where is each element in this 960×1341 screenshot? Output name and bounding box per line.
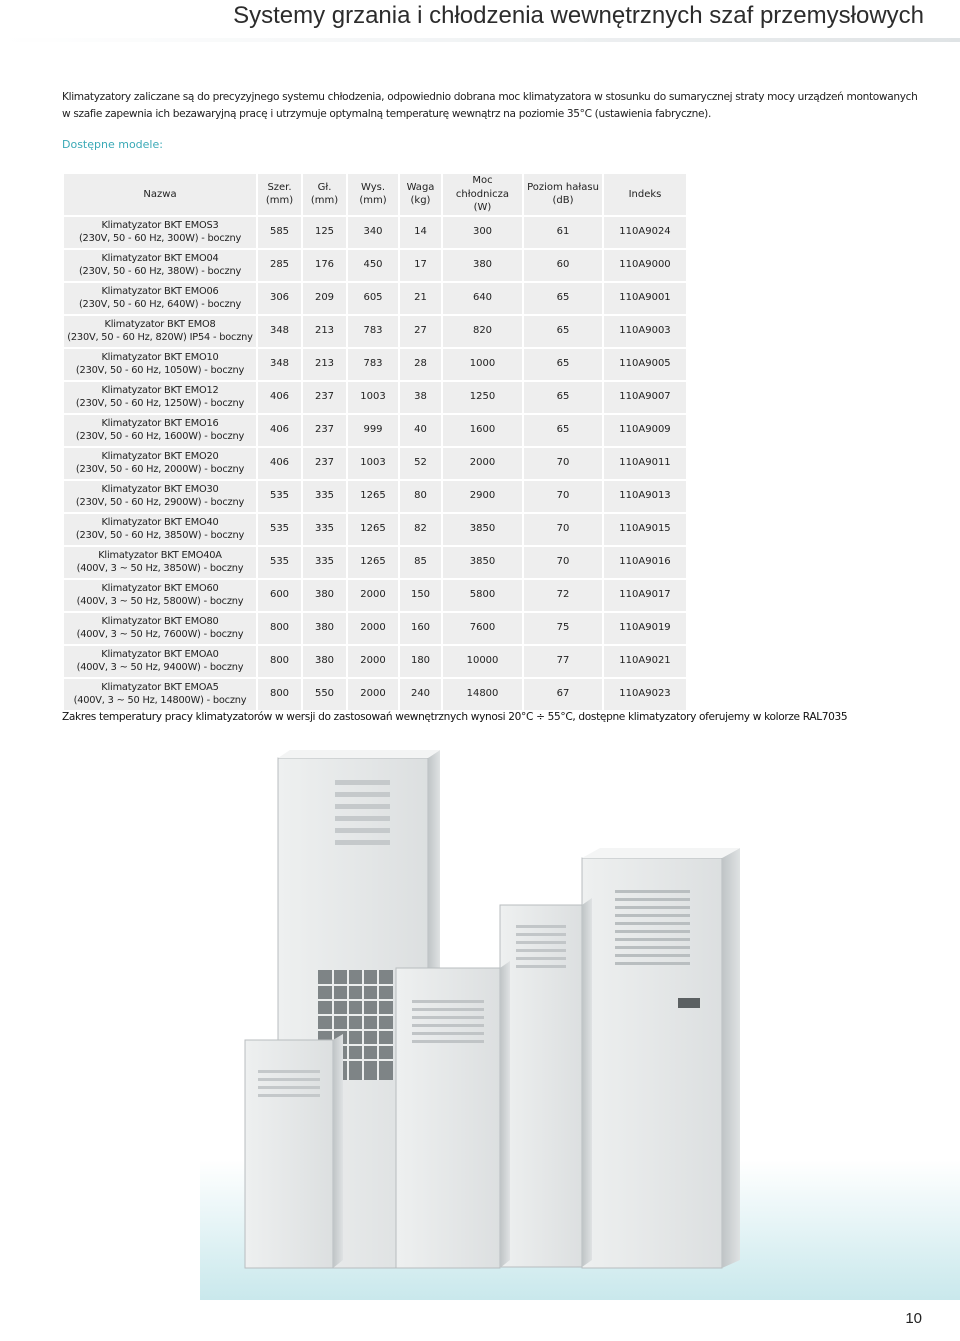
cell-indeks: 110A9000 <box>604 250 686 281</box>
cell-moc: 1250 <box>443 382 522 413</box>
model-spec: (230V, 50 - 60 Hz, 2900W) - boczny <box>75 497 245 508</box>
cell-name <box>64 250 256 281</box>
cell-poziom: 65 <box>524 382 602 413</box>
intro-paragraph <box>62 89 932 123</box>
cell-name <box>64 448 256 479</box>
cell-waga: 40 <box>400 415 441 446</box>
cell-moc: 300 <box>443 217 522 248</box>
cell-poziom: 65 <box>524 283 602 314</box>
cell-wys: 2000 <box>348 580 398 611</box>
cell-indeks: 110A9013 <box>604 481 686 512</box>
cell-poziom: 65 <box>524 415 602 446</box>
cell-indeks: 110A9003 <box>604 316 686 347</box>
cell-waga: 38 <box>400 382 441 413</box>
cell-szer: 800 <box>258 679 301 710</box>
model-spec: (230V, 50 - 60 Hz, 1600W) - boczny <box>75 431 245 442</box>
cell-gl: 209 <box>303 283 346 314</box>
cell-wys: 340 <box>348 217 398 248</box>
cell-szer: 535 <box>258 547 301 578</box>
header-szer: Szer. (mm) <box>258 174 301 215</box>
cell-poziom: 75 <box>524 613 602 644</box>
cell-indeks: 110A9015 <box>604 514 686 545</box>
cell-wys: 1265 <box>348 547 398 578</box>
table-row <box>64 217 686 248</box>
model-name: Klimatyzator BKT EMO06 <box>101 285 219 297</box>
table-row <box>64 349 686 380</box>
header-name: Nazwa <box>64 174 256 215</box>
cell-waga: 17 <box>400 250 441 281</box>
cell-indeks: 110A9024 <box>604 217 686 248</box>
cell-poziom: 70 <box>524 481 602 512</box>
air-conditioner-product-photo <box>200 740 960 1300</box>
cell-name <box>64 580 256 611</box>
model-spec: (230V, 50 - 60 Hz, 820W) IP54 - boczny <box>67 332 253 343</box>
cell-name <box>64 283 256 314</box>
header-waga: Waga (kg) <box>400 174 441 215</box>
cell-name <box>64 679 256 710</box>
model-name: Klimatyzator BKT EMO60 <box>101 582 219 594</box>
model-spec: (400V, 3 ~ 50 Hz, 9400W) - boczny <box>76 662 244 673</box>
model-spec: (230V, 50 - 60 Hz, 3850W) - boczny <box>75 530 245 541</box>
cell-moc: 7600 <box>443 613 522 644</box>
cell-waga: 14 <box>400 217 441 248</box>
cell-szer: 800 <box>258 646 301 677</box>
table-row <box>64 580 686 611</box>
cell-gl: 380 <box>303 580 346 611</box>
cell-moc: 640 <box>443 283 522 314</box>
cell-waga: 52 <box>400 448 441 479</box>
model-name: Klimatyzator BKT EMO20 <box>101 450 219 462</box>
cell-moc: 380 <box>443 250 522 281</box>
header-poziom: Poziom hałasu (dB) <box>524 174 602 215</box>
model-spec: (230V, 50 - 60 Hz, 1250W) - boczny <box>75 398 245 409</box>
footer-note: Zakres temperatury pracy klimatyzatorów w wersji do zastosowań wewnętrznych wynosi 20°C ÷ 55°C, dostępne klimatyzatory oferujemy w kolorze RAL7035 <box>62 711 848 723</box>
model-spec: (400V, 3 ~ 50 Hz, 5800W) - boczny <box>76 596 244 607</box>
cell-poziom: 61 <box>524 217 602 248</box>
cell-gl: 213 <box>303 316 346 347</box>
cell-poziom: 65 <box>524 316 602 347</box>
cell-name <box>64 217 256 248</box>
cell-szer: 348 <box>258 316 301 347</box>
header-wys: Wys. (mm) <box>348 174 398 215</box>
model-spec: (230V, 50 - 60 Hz, 2000W) - boczny <box>75 464 245 475</box>
cell-name <box>64 415 256 446</box>
cell-waga: 150 <box>400 580 441 611</box>
cell-szer: 600 <box>258 580 301 611</box>
cell-gl: 213 <box>303 349 346 380</box>
cell-waga: 180 <box>400 646 441 677</box>
model-name: Klimatyzator BKT EMO40 <box>101 516 219 528</box>
model-name: Klimatyzator BKT EMO30 <box>101 483 219 495</box>
model-name: Klimatyzator BKT EMO10 <box>101 351 219 363</box>
cell-moc: 10000 <box>443 646 522 677</box>
cell-wys: 1265 <box>348 481 398 512</box>
cell-szer: 406 <box>258 415 301 446</box>
cell-wys: 2000 <box>348 646 398 677</box>
cell-moc: 14800 <box>443 679 522 710</box>
cell-name <box>64 613 256 644</box>
cell-name <box>64 514 256 545</box>
table-row <box>64 382 686 413</box>
cell-szer: 406 <box>258 448 301 479</box>
cell-waga: 21 <box>400 283 441 314</box>
model-name: Klimatyzator BKT EMO40A <box>98 549 222 561</box>
page-number: 10 <box>905 1310 922 1327</box>
table-row <box>64 646 686 677</box>
cell-poziom: 72 <box>524 580 602 611</box>
model-spec: (230V, 50 - 60 Hz, 380W) - boczny <box>78 266 242 277</box>
unit-smallest <box>245 1034 343 1268</box>
cell-name <box>64 316 256 347</box>
cell-name <box>64 349 256 380</box>
cell-moc: 5800 <box>443 580 522 611</box>
cell-name <box>64 547 256 578</box>
table-row <box>64 316 686 347</box>
table-row <box>64 415 686 446</box>
cell-name <box>64 382 256 413</box>
cell-poziom: 65 <box>524 349 602 380</box>
cell-waga: 80 <box>400 481 441 512</box>
cell-waga: 27 <box>400 316 441 347</box>
cell-moc: 820 <box>443 316 522 347</box>
cell-poziom: 60 <box>524 250 602 281</box>
table-row <box>64 547 686 578</box>
cell-wys: 783 <box>348 349 398 380</box>
page-title: Systemy grzania i chłodzenia wewnętrznych szaf przemysłowych <box>233 2 924 29</box>
header-indeks: Indeks <box>604 174 686 215</box>
cell-indeks: 110A9019 <box>604 613 686 644</box>
unit-tall-right <box>582 848 740 1268</box>
cell-moc: 1600 <box>443 415 522 446</box>
model-name: Klimatyzator BKT EMOS3 <box>101 219 219 231</box>
table-row <box>64 613 686 644</box>
table-row <box>64 250 686 281</box>
cell-szer: 535 <box>258 514 301 545</box>
cell-indeks: 110A9007 <box>604 382 686 413</box>
cell-szer: 306 <box>258 283 301 314</box>
model-spec: (230V, 50 - 60 Hz, 640W) - boczny <box>78 299 242 310</box>
cell-moc: 2000 <box>443 448 522 479</box>
header-gl: Gł. (mm) <box>303 174 346 215</box>
cell-indeks: 110A9009 <box>604 415 686 446</box>
cell-gl: 550 <box>303 679 346 710</box>
table-row <box>64 448 686 479</box>
cell-waga: 85 <box>400 547 441 578</box>
cell-szer: 800 <box>258 613 301 644</box>
cell-wys: 1265 <box>348 514 398 545</box>
table-row <box>64 481 686 512</box>
cell-wys: 1003 <box>348 382 398 413</box>
cell-indeks: 110A9023 <box>604 679 686 710</box>
model-name: Klimatyzator BKT EMO8 <box>104 318 216 330</box>
cell-wys: 1003 <box>348 448 398 479</box>
cell-gl: 335 <box>303 547 346 578</box>
intro-line-1: Klimatyzatory zaliczane są do precyzyjnego systemu chłodzenia, odpowiednio dobrana moc klimatyzatora w stosunku do sumarycznej straty mocy urządzeń montowanych <box>62 91 918 103</box>
cell-wys: 783 <box>348 316 398 347</box>
cell-poziom: 70 <box>524 514 602 545</box>
table-row <box>64 679 686 710</box>
cell-gl: 125 <box>303 217 346 248</box>
cell-wys: 2000 <box>348 613 398 644</box>
model-spec: (400V, 3 ~ 50 Hz, 7600W) - boczny <box>76 629 244 640</box>
model-name: Klimatyzator BKT EMO04 <box>101 252 219 264</box>
models-table <box>62 172 688 712</box>
model-name: Klimatyzator BKT EMOA5 <box>101 681 219 693</box>
model-spec: (400V, 3 ~ 50 Hz, 3850W) - boczny <box>76 563 244 574</box>
model-spec: (230V, 50 - 60 Hz, 300W) - boczny <box>78 233 242 244</box>
cell-indeks: 110A9017 <box>604 580 686 611</box>
cell-moc: 2900 <box>443 481 522 512</box>
cell-gl: 335 <box>303 514 346 545</box>
cell-poziom: 67 <box>524 679 602 710</box>
intro-line-2: w szafie zapewnia ich bezawaryjną pracę i utrzymuje optymalną temperaturę wewnątrz na poziomie 35°C (ustawienia fabryczne). <box>62 108 711 120</box>
table-header-row <box>64 174 686 215</box>
header-moc: Moc chłodnicza (W) <box>443 174 522 215</box>
cell-poziom: 77 <box>524 646 602 677</box>
cell-szer: 406 <box>258 382 301 413</box>
cell-szer: 535 <box>258 481 301 512</box>
cell-name <box>64 481 256 512</box>
cell-waga: 82 <box>400 514 441 545</box>
cell-name <box>64 646 256 677</box>
cell-poziom: 70 <box>524 547 602 578</box>
cell-gl: 237 <box>303 415 346 446</box>
table-row <box>64 283 686 314</box>
table-row <box>64 514 686 545</box>
cell-szer: 585 <box>258 217 301 248</box>
model-name: Klimatyzator BKT EMO16 <box>101 417 219 429</box>
cell-moc: 3850 <box>443 514 522 545</box>
cell-wys: 999 <box>348 415 398 446</box>
cell-indeks: 110A9011 <box>604 448 686 479</box>
cell-waga: 240 <box>400 679 441 710</box>
model-name: Klimatyzator BKT EMOA0 <box>101 648 219 660</box>
unit-small-front <box>396 961 510 1268</box>
cell-gl: 335 <box>303 481 346 512</box>
cell-waga: 28 <box>400 349 441 380</box>
cell-moc: 1000 <box>443 349 522 380</box>
model-spec: (230V, 50 - 60 Hz, 1050W) - boczny <box>75 365 245 376</box>
model-name: Klimatyzator BKT EMO80 <box>101 615 219 627</box>
section-label: Dostępne modele: <box>62 138 163 151</box>
cell-indeks: 110A9016 <box>604 547 686 578</box>
model-name: Klimatyzator BKT EMO12 <box>101 384 219 396</box>
cell-gl: 176 <box>303 250 346 281</box>
unit-medium <box>500 898 592 1267</box>
cell-indeks: 110A9005 <box>604 349 686 380</box>
cell-gl: 237 <box>303 448 346 479</box>
cell-waga: 160 <box>400 613 441 644</box>
cell-szer: 348 <box>258 349 301 380</box>
cell-gl: 380 <box>303 646 346 677</box>
cell-poziom: 70 <box>524 448 602 479</box>
cell-wys: 450 <box>348 250 398 281</box>
cell-szer: 285 <box>258 250 301 281</box>
model-spec: (400V, 3 ~ 50 Hz, 14800W) - boczny <box>73 695 247 706</box>
cell-wys: 605 <box>348 283 398 314</box>
table-body <box>64 217 686 710</box>
cell-moc: 3850 <box>443 547 522 578</box>
cell-gl: 237 <box>303 382 346 413</box>
cell-indeks: 110A9021 <box>604 646 686 677</box>
title-rule <box>0 38 960 42</box>
cell-wys: 2000 <box>348 679 398 710</box>
cell-gl: 380 <box>303 613 346 644</box>
cell-indeks: 110A9001 <box>604 283 686 314</box>
